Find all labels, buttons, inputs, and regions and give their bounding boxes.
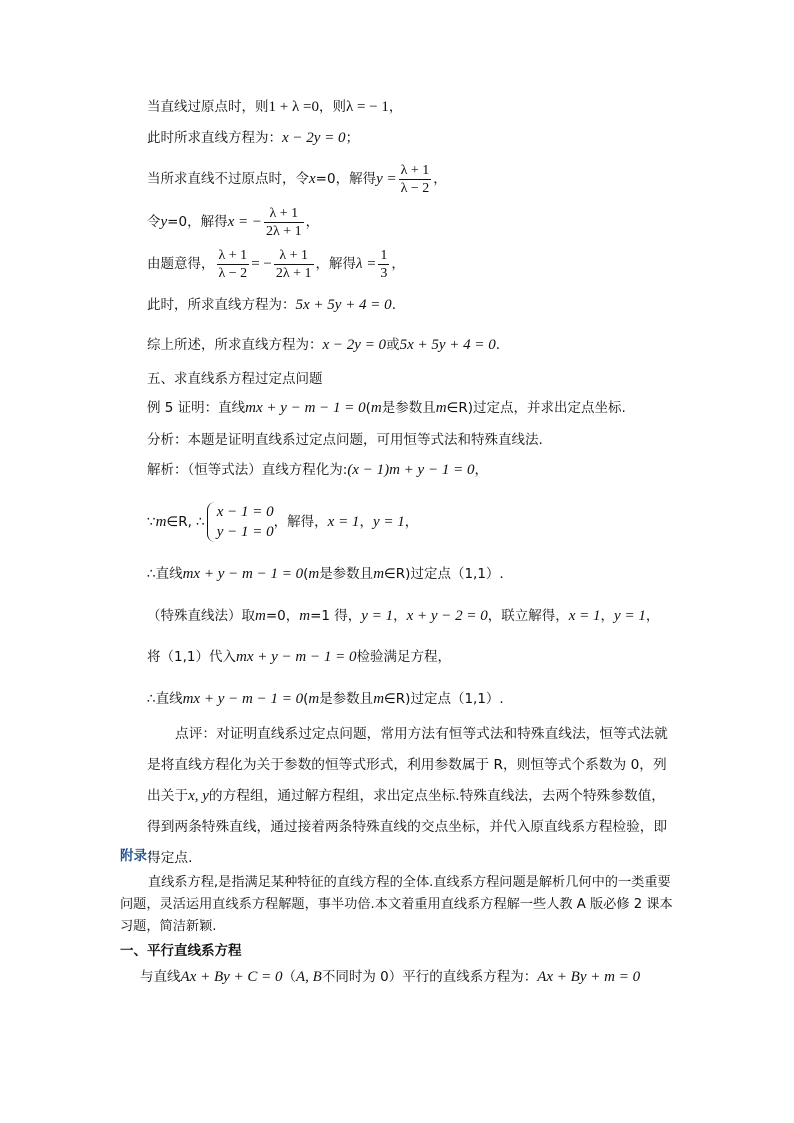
math: 1 + λ =0	[268, 99, 319, 115]
text: (	[365, 400, 371, 416]
math: y = 1	[372, 514, 405, 530]
text: ，	[600, 608, 615, 624]
text: .	[391, 297, 396, 313]
math: 5x + 5y + 4 = 0	[295, 297, 392, 313]
math: m	[370, 400, 382, 416]
math: 5x + 5y + 4 = 0	[399, 337, 496, 353]
math: (x − 1)m + y − 1 = 0	[347, 462, 475, 478]
text: ，则	[318, 99, 346, 115]
text: 例 5 证明：直线	[147, 400, 246, 416]
text: 当所求直线不过原点时，令	[147, 171, 309, 187]
math: m	[299, 608, 311, 624]
system-row: y − 1 = 0	[216, 524, 274, 540]
parallel-line-family	[140, 968, 640, 986]
parallel-section-title	[120, 942, 242, 960]
math: x = 1	[327, 514, 360, 530]
appendix-heading	[120, 847, 161, 865]
math: λ =	[356, 256, 377, 272]
numerator: 1	[380, 247, 388, 263]
denominator: 3	[380, 265, 388, 281]
conclusion-2	[147, 690, 504, 708]
text: ，联立解得，	[487, 608, 569, 624]
numerator: λ + 1	[218, 247, 248, 263]
text: 是参数且	[381, 400, 436, 416]
text: 不同时为 0）平行的直线系方程为：	[321, 969, 538, 985]
text: 检验满足方程，	[356, 649, 451, 665]
text: （	[282, 969, 297, 985]
text: =0，解得	[167, 214, 228, 230]
example-5	[147, 399, 626, 417]
text: =0，解得	[315, 171, 377, 187]
text: 直线系方程,是指满足某种特征的直线方程的全体.直线系方程问题是解析几何中的一类重要问题，灵活运用直线系方程解题，事半功倍.本文着重用直线系方程解一些人教 A 版必修 2 课本习题，简洁新颖.	[120, 875, 673, 934]
comment-paragraph	[147, 719, 675, 874]
text: ∈R)过定点（1,1）.	[384, 566, 504, 582]
text: 分析：本题是证明直线系过定点问题，可用恒等式法和特殊直线法.	[147, 432, 543, 448]
math: x	[309, 171, 316, 187]
system-line	[147, 500, 418, 544]
text: 由题意得，	[147, 256, 215, 272]
math: m	[155, 514, 167, 530]
denominator: 2λ + 1	[275, 265, 312, 281]
substitute-check	[147, 648, 451, 666]
math: m	[308, 566, 320, 582]
fraction	[264, 205, 304, 240]
math: mx + y − m − 1 = 0	[182, 566, 304, 582]
section-five-title	[147, 370, 323, 388]
text: ，解得	[315, 256, 357, 272]
denominator: λ − 2	[218, 265, 248, 281]
math: y = 1	[614, 608, 646, 624]
text: 综上所述，所求直线方程为：	[147, 337, 323, 353]
text: 是参数且	[319, 691, 374, 707]
text: =1 得，	[310, 608, 362, 624]
math: x, y	[188, 788, 209, 804]
text: .	[495, 337, 501, 353]
math: Ax + By + C = 0	[180, 969, 283, 985]
text: ，	[433, 171, 447, 187]
math: A, B	[296, 969, 322, 985]
text: 是参数且	[319, 566, 374, 582]
text: (	[303, 691, 309, 707]
math: x + y − 2 = 0	[406, 608, 488, 624]
math: x − 2y = 0	[322, 337, 387, 353]
numerator: λ + 1	[264, 205, 304, 223]
line-nonorigin-case	[147, 160, 447, 198]
analysis	[147, 431, 543, 449]
text: ，解得，	[273, 514, 328, 530]
math: x − 2y = 0	[282, 130, 346, 146]
line-result-6	[147, 296, 396, 314]
text: 此时所求直线方程为：	[147, 130, 282, 146]
text: 一、平行直线系方程	[120, 943, 242, 959]
text: 的方程组，通过解方程组，求出定点坐标.特殊直线法，去两个特殊参数值，得到两条特殊直线，通过接着两条特殊直线的交点坐标，并代入原直线系方程检验，即得定点.	[147, 788, 668, 866]
text: (	[303, 566, 309, 582]
math: m	[373, 691, 385, 707]
text: 当直线过原点时，则	[147, 99, 269, 115]
math: m	[435, 400, 447, 416]
fraction	[274, 247, 314, 282]
special-line-method	[147, 607, 659, 625]
math: Ax + By + m = 0	[537, 969, 641, 985]
text: 附录：	[120, 848, 161, 864]
text: ，	[391, 256, 405, 272]
text: 此时，所求直线方程为：	[147, 297, 296, 313]
text: =0，	[265, 608, 300, 624]
math: mx + y − m − 1 = 0	[245, 400, 366, 416]
math: mx + y − m − 1 = 0	[235, 649, 357, 665]
text: ∴直线	[147, 691, 183, 707]
text: ，	[388, 99, 403, 115]
text: 与直线	[140, 969, 181, 985]
solution-identity	[147, 461, 488, 479]
denominator: λ − 2	[400, 180, 430, 196]
fraction	[217, 247, 250, 282]
text: ∈R)过定点（1,1）.	[384, 691, 504, 707]
text: ，	[393, 608, 407, 624]
math: λ = − 1	[345, 99, 389, 115]
math: y =	[376, 171, 397, 187]
text: ，	[474, 462, 488, 478]
text: （特殊直线法）取	[147, 608, 255, 624]
math: y	[160, 214, 168, 230]
text: ∈R, ∴	[166, 514, 205, 530]
text: 五、求直线系方程过定点问题	[147, 371, 323, 387]
text: ，	[305, 214, 320, 230]
math: m	[308, 691, 320, 707]
line-origin-case	[147, 98, 402, 116]
math: x = −	[227, 214, 262, 230]
numerator: λ + 1	[274, 247, 314, 265]
line-summary	[147, 336, 500, 354]
math: x = 1	[568, 608, 601, 624]
math: y = 1	[361, 608, 394, 624]
math: mx + y − m − 1 = 0	[182, 691, 304, 707]
appendix-paragraph	[120, 872, 680, 938]
text: ∈R)过定点，并求出定点坐标.	[446, 400, 626, 416]
math: = −	[251, 256, 272, 272]
text: ；	[345, 130, 360, 146]
conclusion-1	[147, 565, 504, 583]
text: 或	[386, 337, 400, 353]
text: ，	[359, 514, 373, 530]
text: ，	[645, 608, 660, 624]
system-row: x − 1 = 0	[216, 504, 274, 520]
text: 将（1,1）代入	[147, 649, 236, 665]
text: ∵	[147, 514, 156, 530]
fraction	[378, 247, 389, 282]
denominator: 2λ + 1	[265, 223, 302, 239]
text: 解析：（恒等式法）直线方程化为:	[147, 462, 348, 478]
line-origin-result	[147, 129, 359, 147]
fraction	[399, 162, 432, 197]
text: ∴直线	[147, 566, 183, 582]
equation-system	[205, 502, 274, 542]
text: ，	[404, 514, 419, 530]
numerator: λ + 1	[400, 162, 430, 178]
line-set-y-zero	[147, 203, 319, 241]
text: 令	[147, 214, 161, 230]
math: m	[373, 566, 385, 582]
line-condition	[147, 245, 405, 283]
text: 点评：对证明直线系过定点问题，常用方法有恒等式法和特殊直线法，恒等式法就是将直线方程化为关于参数的恒等式形式，利用参数属于 R，则恒等式个系数为 0，列出关于	[147, 726, 668, 804]
math: m	[255, 608, 266, 624]
